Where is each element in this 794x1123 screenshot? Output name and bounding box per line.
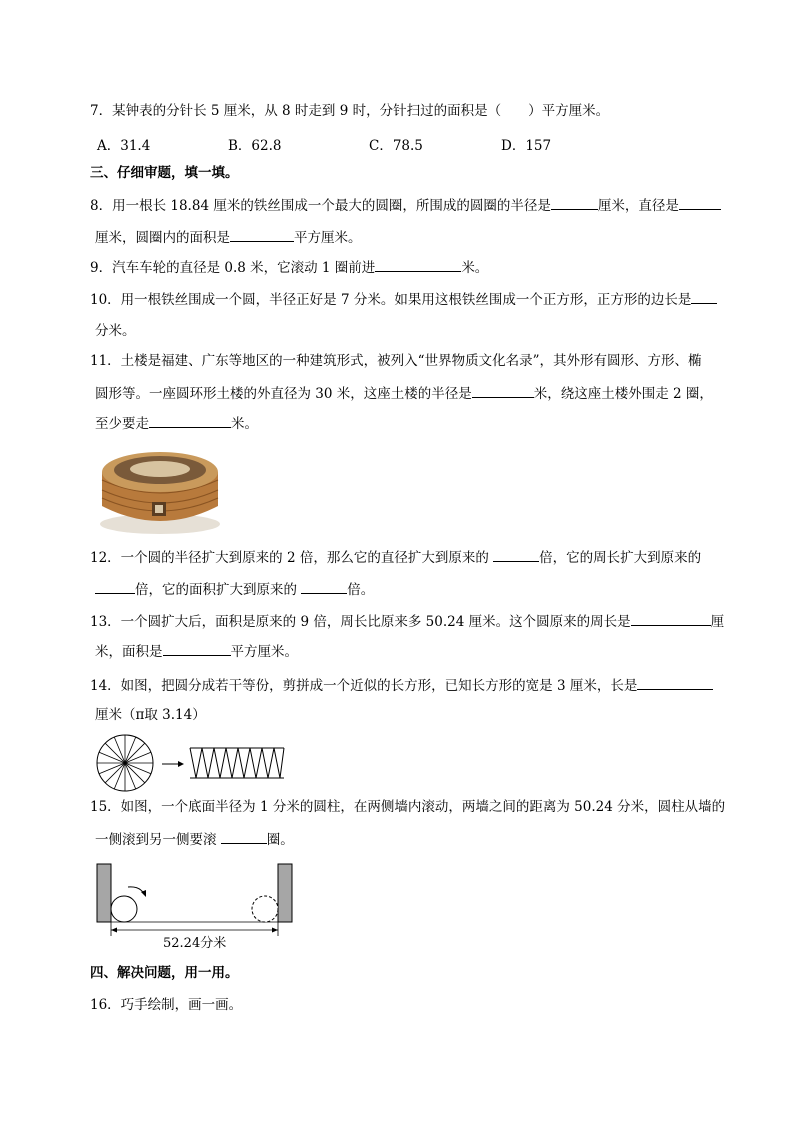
q14-length-blank[interactable]: [637, 676, 713, 690]
q8-diameter-blank[interactable]: [679, 196, 721, 210]
q15-part-2b: 圈。: [266, 832, 294, 848]
q8-area-blank[interactable]: [230, 228, 294, 242]
section-4-title: 四、解决问题，用一用。: [90, 965, 239, 981]
q15-blank[interactable]: [221, 830, 267, 844]
q14-line-2: 厘米（π取 3.14）: [95, 707, 206, 723]
q8-part-3: 厘米，圆圈内的面积是: [95, 230, 230, 246]
cylinder-start: [111, 896, 137, 922]
q13-part-2: 厘: [710, 614, 725, 630]
section-3-title: 三、仔细审题，填一填。: [90, 165, 239, 181]
q10-line-2: 分米。: [95, 323, 136, 339]
q11-part-2b: 米，绕这座土楼外围走 2 圈，: [533, 386, 713, 402]
approximate-rectangle: [190, 748, 284, 778]
q7-stem: 7．某钟表的分针长 5 厘米，从 8 时走到 9 时，分针扫过的面积是（ ）平方厘米。: [90, 103, 610, 119]
q14-part-1: 14．如图，把圆分成若干等份，剪拼成一个近似的长方形，已知长方形的宽是 3 厘米，长是: [90, 678, 638, 694]
q11-line-2: [95, 384, 713, 403]
q10-part-1: 10．用一根铁丝围成一个圆，半径正好是 7 分米。如果用这根铁丝围成一个正方形，正方形的边长是: [90, 292, 692, 308]
q8-part-4: 平方厘米。: [294, 230, 362, 246]
q12-part-2: 倍，它的周长扩大到原来的: [539, 550, 702, 566]
right-wall: [278, 864, 292, 922]
q9-line: [90, 258, 488, 277]
q15-line-1: 15．如图，一个底面半径为 1 分米的圆柱，在两侧墙内滚动，两墙之间的距离为 50.24 分米，圆柱从墙的: [90, 799, 726, 815]
tulou-photo: [96, 444, 224, 536]
q12-diameter-blank[interactable]: [493, 548, 539, 562]
q13-perimeter-blank[interactable]: [631, 612, 711, 626]
q10-blank[interactable]: [691, 290, 717, 304]
q8-part-1: 8．用一根长 18.84 厘米的铁丝围成一个最大的圆圈，所围成的圆圈的半径是: [90, 198, 551, 214]
q11-distance-blank[interactable]: [149, 414, 231, 428]
q12-line-2: [95, 580, 374, 599]
q12-part-3: 倍，它的面积扩大到原来的: [135, 582, 302, 598]
q11-line-1: 11．土楼是福建、广东等地区的一种建筑形式，被列入“世界物质文化名录”，其外形有圆形、方形、椭: [90, 353, 702, 369]
q15-line-2: [95, 830, 294, 849]
q8-line-1: [90, 196, 721, 215]
q7-option-a[interactable]: A．31.4: [97, 138, 151, 154]
q13-line-2: [95, 642, 298, 661]
q13-area-blank[interactable]: [163, 642, 231, 656]
q8-part-2: 厘米，直径是: [597, 198, 679, 214]
distance-label: 52.24分米: [163, 936, 227, 951]
q16-line: 16．巧手绘制，画一画。: [90, 997, 243, 1013]
q11-part-3b: 米。: [231, 416, 258, 432]
q8-line-2: [95, 228, 362, 247]
divided-circle: [97, 735, 153, 791]
q10-line-1: [90, 290, 717, 309]
q11-radius-blank[interactable]: [472, 384, 534, 398]
q13-part-3: 米，面积是: [95, 644, 163, 660]
cylinder-end: [252, 896, 278, 922]
q12-part-1: 12．一个圆的半径扩大到原来的 2 倍，那么它的直径扩大到原来的: [90, 550, 494, 566]
rotation-arrow-icon: [128, 887, 144, 894]
q12-perimeter-blank[interactable]: [95, 580, 135, 594]
left-wall: [97, 864, 111, 922]
q9-part-1: 9．汽车车轮的直径是 0.8 米，它滚动 1 圈前进: [90, 260, 376, 276]
q12-area-blank[interactable]: [301, 580, 347, 594]
circle-to-rectangle-figure: [92, 734, 292, 792]
q14-line-1: [90, 676, 713, 695]
q9-part-2: 米。: [461, 260, 489, 276]
q13-part-1: 13．一个圆扩大后，面积是原来的 9 倍，周长比原来多 50.24 厘米。这个圆原来的周长是: [90, 614, 631, 630]
q13-part-4: 平方厘米。: [230, 644, 298, 660]
arrow-right-icon: [162, 761, 184, 767]
q7-option-c[interactable]: C．78.5: [369, 138, 423, 154]
q7-option-b[interactable]: B．62.8: [228, 138, 282, 154]
q11-part-3a: 至少要走: [95, 416, 149, 432]
q11-part-2a: 圆形等。一座圆环形土楼的外直径为 30 米，这座土楼的半径是: [95, 386, 472, 402]
q9-blank[interactable]: [375, 258, 461, 272]
q7-option-d[interactable]: D．157: [501, 138, 552, 154]
q12-part-4: 倍。: [347, 582, 375, 598]
q8-radius-blank[interactable]: [551, 196, 598, 210]
q12-line-1: [90, 548, 701, 567]
q11-line-3: [95, 414, 258, 433]
q13-line-1: [90, 612, 724, 631]
q15-part-2a: 一侧滚到另一侧要滚: [95, 832, 221, 848]
